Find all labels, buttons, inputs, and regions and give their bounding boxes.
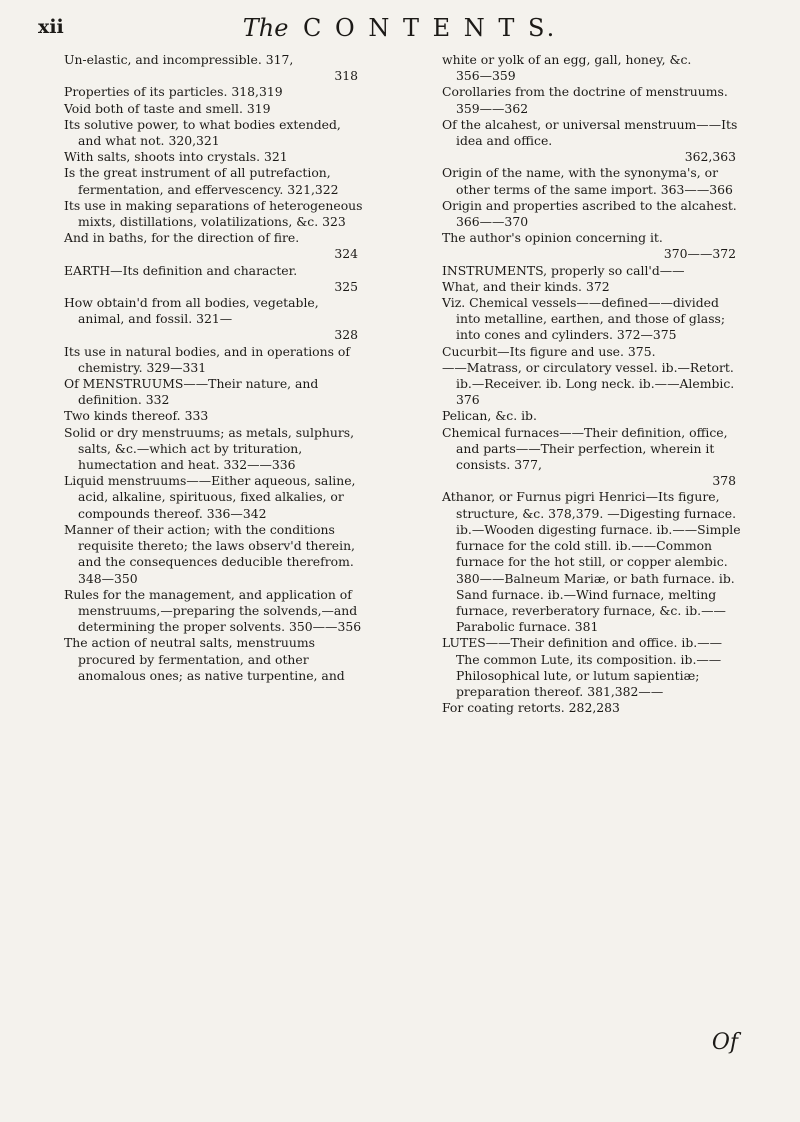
contents-entry xyxy=(442,198,742,230)
entry-page: 324 xyxy=(334,246,358,262)
entry-page: 333 xyxy=(184,408,209,424)
contents-entry xyxy=(64,230,364,246)
entry-page: 381 xyxy=(574,619,599,635)
entry-page: 348—350 xyxy=(78,570,138,586)
running-title xyxy=(0,14,800,42)
contents-entry xyxy=(64,522,364,587)
entry-text: Of MENSTRUUMS——Their nature, and definition. xyxy=(64,376,319,408)
left-column xyxy=(64,52,364,684)
contents-entry xyxy=(442,165,742,197)
entry-page: 376 xyxy=(456,392,480,408)
entry-text: INSTRUMENTS, properly so call'd—— xyxy=(442,262,685,278)
contents-entry xyxy=(64,425,364,474)
entry-page: 370——372 xyxy=(663,246,736,262)
entry-text: Is the great instrument of all putrefaction, fermentation, and effervescency. xyxy=(64,165,331,197)
entry-text: Viz. Chemical vessels——defined——divided into metalline, earthen, and those of glass; into cones and cylinders. xyxy=(442,295,726,343)
contents-entry xyxy=(442,473,742,489)
contents-entry xyxy=(64,101,364,117)
contents-entry xyxy=(442,344,742,360)
entry-text: LUTES——Their definition and office. ib.——The common Lute, its composition. ib.——Philosophical lute, or lutum sapientiæ; preparation thereof. xyxy=(442,635,722,699)
entry-page: 320,321 xyxy=(168,133,220,149)
contents-entry xyxy=(64,295,364,327)
contents-entry xyxy=(64,327,364,343)
contents-entry xyxy=(442,149,742,165)
entry-text: And in baths, for the direction of fire. xyxy=(64,230,300,246)
contents-entry xyxy=(442,246,742,262)
page-header xyxy=(0,0,800,44)
entry-text: Origin and properties ascribed to the alcahest. xyxy=(442,197,737,213)
entry-page: 359——362 xyxy=(456,100,529,116)
entry-text: Void both of taste and smell. xyxy=(64,100,243,116)
entry-text: The action of neutral salts, menstruums procured by fermentation, and other anomalous ones; as native turpentine, and xyxy=(64,635,345,683)
entry-page: 318,319 xyxy=(231,84,283,100)
contents-entry xyxy=(64,117,364,149)
contents-entry xyxy=(442,279,742,295)
contents-entry xyxy=(64,279,364,295)
contents-entry xyxy=(64,84,364,100)
entry-text: white or yolk of an egg, gall, honey, &c. xyxy=(442,52,692,67)
entry-page: 282,283 xyxy=(568,700,620,716)
entry-page: 381,382—— xyxy=(587,683,664,699)
contents-entry xyxy=(64,149,364,165)
entry-page: 325 xyxy=(334,278,358,294)
entry-text: What, and their kinds. xyxy=(442,278,582,294)
entry-text: How obtain'd from all bodies, vegetable, animal, and fossil. xyxy=(64,295,319,327)
contents-entry xyxy=(64,198,364,230)
entry-page: 318 xyxy=(334,68,358,84)
contents-entry xyxy=(442,230,742,246)
entry-page: 336—342 xyxy=(206,505,267,521)
contents-entry xyxy=(64,376,364,408)
entry-text: Corollaries from the doctrine of menstruums. xyxy=(442,84,728,100)
contents-entry xyxy=(442,700,742,716)
contents-entry xyxy=(64,165,364,197)
entry-text: Origin of the name, with the synonyma's, or other terms of the same import. xyxy=(442,165,719,197)
contents-entry xyxy=(64,263,364,279)
entry-text: Two kinds thereof. xyxy=(64,408,181,424)
contents-entry xyxy=(64,473,364,522)
entry-page: 321,322 xyxy=(287,181,339,197)
entry-text: Its use in natural bodies, and in operations of chemistry. xyxy=(64,343,350,375)
entry-text: Chemical furnaces——Their definition, office, and parts——Their perfection, wherein it consists. xyxy=(442,424,728,473)
contents-entry xyxy=(64,635,364,684)
entry-text: Rules for the management, and application of menstruums,—preparing the solvends,—and determining the proper solvents. xyxy=(64,586,358,635)
entry-text: ——Matrass, or circulatory vessel. ib.—Retort. ib.—Receiver. ib. Long neck. ib.——Alembic. xyxy=(442,359,735,392)
contents-entry xyxy=(442,635,742,700)
entry-page: 328 xyxy=(334,327,358,343)
entry-text: Pelican, &c. xyxy=(442,408,518,424)
entry-text: Solid or dry menstruums; as metals, sulphurs, salts, &c.—which act by trituration, humectation and heat. xyxy=(64,424,355,473)
entry-text: Athanor, or Furnus pigri Henrici—Its figure, structure, &c. 378,379. —Digesting furnace. ib.—Wooden digesting furnace. ib.——Simple furnace for the cold still. ib.——Common furnace for the hot still, or copper alembic. 380——Balneum Mariæ, or bath furnace. ib. Sand furnace. ib.—Wind furnace, melting furnace, reverberatory furnace, &c. ib.——Parabolic furnace. xyxy=(442,489,741,635)
entry-text: Its solutive power, to what bodies extended, and what not. xyxy=(64,116,341,149)
contents-entry xyxy=(442,52,742,84)
entry-page: 317, xyxy=(265,52,294,67)
entry-page: 323 xyxy=(322,214,346,230)
contents-entry xyxy=(64,68,364,84)
contents-entry xyxy=(64,344,364,376)
contents-entry xyxy=(64,246,364,262)
entry-text: EARTH—Its definition and character. xyxy=(64,262,298,278)
entry-page: 378 xyxy=(712,473,736,489)
right-column xyxy=(442,52,742,716)
entry-page: 329—331 xyxy=(146,359,207,375)
entry-page: 372—375 xyxy=(616,327,677,343)
contents-entry xyxy=(442,425,742,474)
contents-entry xyxy=(442,117,742,149)
entry-text: Liquid menstruums——Either aqueous, saline, acid, alkaline, spirituous, fixed alkalies, or compounds thereof. xyxy=(64,473,356,521)
entry-text: Of the alcahest, or universal menstruum——Its idea and office. xyxy=(442,116,738,149)
entry-page: 321 xyxy=(263,149,288,165)
entry-text: Its use in making separations of heterogeneous mixts, distillations, volatilizations, &c. xyxy=(64,197,363,230)
contents-entry xyxy=(442,489,742,635)
entry-text: With salts, shoots into crystals. xyxy=(64,149,261,165)
contents-entry xyxy=(442,263,742,279)
contents-entry xyxy=(442,360,742,409)
entry-page: 377, xyxy=(514,457,542,473)
entry-page: 332 xyxy=(145,392,170,408)
contents-entry xyxy=(442,408,742,424)
contents-entry xyxy=(64,52,364,68)
entry-page: 362,363 xyxy=(684,149,736,165)
entry-text: Properties of its particles. xyxy=(64,84,228,100)
running-title-main: C O N T E N T S. xyxy=(303,14,558,42)
entry-text: Cucurbit—Its figure and use. xyxy=(442,343,624,359)
entry-page: 375. xyxy=(627,343,656,359)
entry-page: 366——370 xyxy=(456,214,529,230)
page-number: xii xyxy=(38,16,64,38)
entry-page: 363——366 xyxy=(660,181,733,197)
entry-page: 356—359 xyxy=(456,68,516,84)
entry-page: 321— xyxy=(196,311,233,327)
entry-page: 372 xyxy=(585,278,610,294)
contents-entry xyxy=(64,408,364,424)
entry-text: Manner of their action; with the conditions requisite thereto; the laws observ'd therein, and the consequences deducible therefrom. xyxy=(64,521,355,570)
contents-entry xyxy=(442,84,742,116)
entry-text: Un-elastic, and incompressible. xyxy=(64,52,262,67)
contents-entry xyxy=(442,295,742,344)
entry-text: For coating retorts. xyxy=(442,700,565,716)
catchword: Of xyxy=(711,1030,738,1055)
entry-page: 332——336 xyxy=(223,457,296,473)
entry-page: 350——356 xyxy=(289,619,362,635)
entry-page: 319 xyxy=(246,100,271,116)
contents-entry xyxy=(64,587,364,636)
running-title-the: The xyxy=(242,14,289,42)
entry-page: ib. xyxy=(521,408,537,424)
entry-text: The author's opinion concerning it. xyxy=(442,230,663,246)
